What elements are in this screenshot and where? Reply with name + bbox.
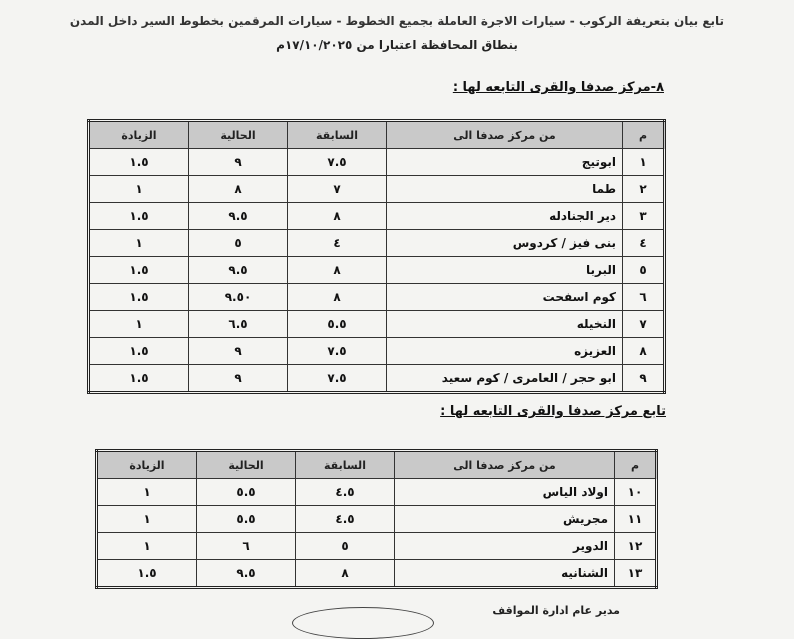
table-row: [89, 338, 665, 365]
row-destination: اولاد الياس: [395, 479, 615, 506]
row-previous-fare: ٤: [288, 230, 387, 257]
row-destination: البربا: [387, 257, 623, 284]
row-previous-fare: ٧.٥: [288, 338, 387, 365]
header-line-2: بنطاق المحافظة اعتبارا من ١٧/١٠/٢٠٢٥م: [276, 38, 518, 52]
row-increase: ١.٥: [89, 203, 189, 230]
row-increase: ١.٥: [89, 257, 189, 284]
row-destination: الدوير: [395, 533, 615, 560]
row-number: ٤: [623, 230, 665, 257]
row-destination: مجريش: [395, 506, 615, 533]
table-row: [89, 365, 665, 393]
row-number: ٧: [623, 311, 665, 338]
col-header-previous: السابقة: [296, 451, 395, 479]
table-row: [97, 560, 657, 588]
row-number: ١٢: [615, 533, 657, 560]
row-previous-fare: ٧.٥: [288, 365, 387, 393]
col-header-destination: من مركز صدفا الى: [395, 451, 615, 479]
row-increase: ١.٥: [89, 338, 189, 365]
row-increase: ١.٥: [89, 149, 189, 176]
row-previous-fare: ٨: [288, 203, 387, 230]
col-header-number: م: [615, 451, 657, 479]
row-number: ٣: [623, 203, 665, 230]
row-current-fare: ٥.٥: [197, 479, 296, 506]
row-number: ١١: [615, 506, 657, 533]
row-current-fare: ٦.٥: [189, 311, 288, 338]
row-previous-fare: ٨: [296, 560, 395, 588]
table-row: [89, 149, 665, 176]
table-row: [89, 203, 665, 230]
table-row: [97, 479, 657, 506]
row-number: ١٠: [615, 479, 657, 506]
row-current-fare: ٩: [189, 365, 288, 393]
section-1-title: ٨-مركز صدفا والقرى التابعه لها :: [452, 80, 664, 95]
row-current-fare: ٥.٥: [197, 506, 296, 533]
col-header-destination: من مركز صدفا الى: [387, 121, 623, 149]
col-header-previous: السابقة: [288, 121, 387, 149]
row-increase: ١: [97, 506, 197, 533]
row-destination: ابوتيج: [387, 149, 623, 176]
col-header-number: م: [623, 121, 665, 149]
row-previous-fare: ٨: [288, 257, 387, 284]
row-destination: النخيله: [387, 311, 623, 338]
footer-signature: مدير عام ادارة المواقف: [492, 604, 620, 617]
table-row: [89, 257, 665, 284]
row-destination: ابو حجر / العامرى / كوم سعيد: [387, 365, 623, 393]
table-header-row: [97, 451, 657, 479]
row-destination: طما: [387, 176, 623, 203]
header-line-1: تابع بيان بتعريفة الركوب - سيارات الاجرة العاملة بجميع الخطوط - سيارات المرقمين بخطوط السير داخل المدن: [69, 14, 725, 28]
col-header-current: الحالية: [189, 121, 288, 149]
row-increase: ١.٥: [97, 560, 197, 588]
row-increase: ١.٥: [89, 284, 189, 311]
col-header-current: الحالية: [197, 451, 296, 479]
row-current-fare: ٩.٥: [197, 560, 296, 588]
row-previous-fare: ٥: [296, 533, 395, 560]
table-row: [89, 230, 665, 257]
row-increase: ١: [97, 533, 197, 560]
row-destination: العزيزه: [387, 338, 623, 365]
row-destination: الشنانيه: [395, 560, 615, 588]
row-previous-fare: ٧: [288, 176, 387, 203]
table-row: [97, 533, 657, 560]
row-previous-fare: ٨: [288, 284, 387, 311]
col-header-increase: الزيادة: [97, 451, 197, 479]
row-current-fare: ٩.٥٠: [189, 284, 288, 311]
row-previous-fare: ٥.٥: [288, 311, 387, 338]
table-header-row: [89, 121, 665, 149]
row-destination: بنى فيز / كردوس: [387, 230, 623, 257]
row-current-fare: ٩.٥: [189, 257, 288, 284]
row-current-fare: ٩: [189, 149, 288, 176]
row-current-fare: ٥: [189, 230, 288, 257]
section-2-title: تابع مركز صدفا والقرى التابعه لها :: [440, 404, 666, 419]
fare-table-1: [87, 119, 666, 394]
row-previous-fare: ٤.٥: [296, 479, 395, 506]
row-previous-fare: ٧.٥: [288, 149, 387, 176]
col-header-increase: الزيادة: [89, 121, 189, 149]
row-previous-fare: ٤.٥: [296, 506, 395, 533]
row-number: ١: [623, 149, 665, 176]
row-number: ٢: [623, 176, 665, 203]
table-row: [89, 311, 665, 338]
row-number: ٩: [623, 365, 665, 393]
row-current-fare: ٩.٥: [189, 203, 288, 230]
row-increase: ١: [89, 230, 189, 257]
table-row: [89, 284, 665, 311]
row-increase: ١.٥: [89, 365, 189, 393]
row-destination: كوم اسفحت: [387, 284, 623, 311]
table-row: [97, 506, 657, 533]
row-current-fare: ٨: [189, 176, 288, 203]
row-increase: ١: [97, 479, 197, 506]
row-destination: دير الجنادله: [387, 203, 623, 230]
row-number: ٦: [623, 284, 665, 311]
row-increase: ١: [89, 176, 189, 203]
row-current-fare: ٩: [189, 338, 288, 365]
row-number: ٥: [623, 257, 665, 284]
table-row: [89, 176, 665, 203]
row-number: ٨: [623, 338, 665, 365]
row-number: ١٣: [615, 560, 657, 588]
fare-table-2: [95, 449, 658, 589]
row-increase: ١: [89, 311, 189, 338]
row-current-fare: ٦: [197, 533, 296, 560]
